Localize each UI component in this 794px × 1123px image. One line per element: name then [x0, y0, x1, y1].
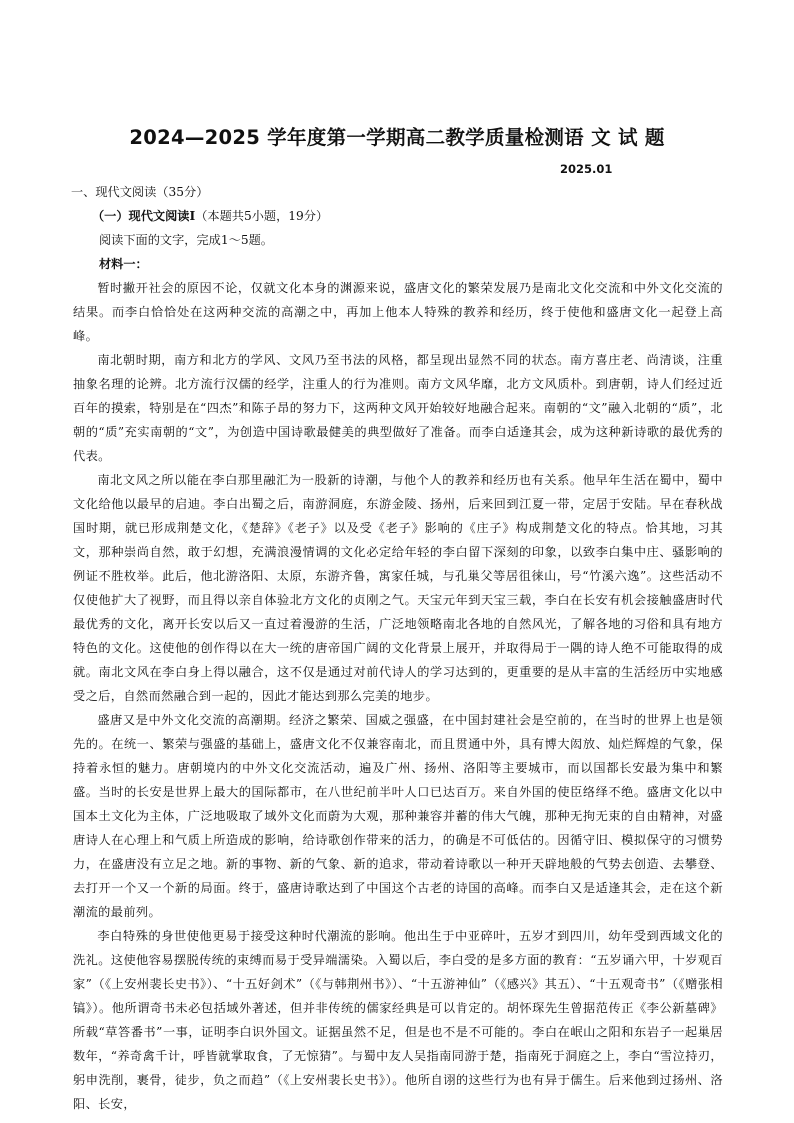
paragraph: 盛唐又是中外文化交流的高潮期。经济之繁荣、国威之强盛，在中国封建社会是空前的，在当时的世界上也是领先的。在统一、繁荣与强盛的基础上，盛唐文化不仅兼容南北，而且贯通中外，具有博大闳放、灿烂辉煌的气象，保持着永恒的魅力。唐朝境内的中外文化交流活动，遍及广州、扬州、洛阳等主要城市，而以国都长安最为集中和繁盛。当时的长安是世界上最大的国际都市，在八世纪前半叶人口已达百万。来自外国的使臣络绎不绝。盛唐文化以中国本土文化为主体，广泛地吸取了域外文化而蔚为大观，那种兼容并蓄的伟大气魄，那种无拘无束的自由精神，对盛唐诗人在心理上和气质上所造成的影响，给诗歌创作带来的活力，的确是不可低估的。因循守旧、模拟保守的习惯势力，在盛唐没有立足之地。新的事物、新的气象、新的追求，带动着诗歌以一种开天辟地般的气势去创造、去攀登、去打开一个又一个新的局面。终于，盛唐诗歌达到了中国这个古老的诗国的高峰。而李白又是适逢其会，走在这个新潮流的最前列。 [73, 713, 723, 919]
subsection-heading [73, 204, 723, 228]
subsection-heading-bold: （一）现代文阅读Ⅰ [92, 209, 196, 223]
exam-title: 2024—2025 学年度第一学期高二教学质量检测语 文 试 题 [129, 126, 665, 149]
paragraph: 南北朝时期，南方和北方的学风、文风乃至书法的风格，都呈现出显然不同的状态。南方喜庄老、尚清谈，注重抽象名理的论辨。北方流行汉儒的经学，注重人的行为准则。南方文风华靡，北方文风质朴。到唐朝，诗人们经过近百年的摸索，特别是在“四杰”和陈子昂的努力下，这两种文风开始较好地融合起来。南朝的“文”融入北朝的“质”，北朝的“质”充实南朝的“文”，为创造中国诗歌最健美的典型做好了准备。而李白适逢其会，成为这种新诗歌的最优秀的代表。 [73, 353, 723, 463]
exam-date: 2025.01 [560, 162, 613, 176]
section-heading: 一、现代文阅读（35分） [71, 185, 209, 199]
subsection-heading-rest: （本题共5小题，19分） [195, 209, 329, 223]
reading-section [73, 180, 723, 1116]
paragraph: 李白特殊的身世使他更易于接受这种时代潮流的影响。他出生于中亚碎叶，五岁才到四川，幼年受到西域文化的洗礼。这使他容易摆脱传统的束缚而易于受异端濡染。入蜀以后，李白受的是多方面的教育：“五岁诵六甲，十岁观百家”（《上安州裴长史书》）、“十五好剑术”（《与韩荆州书》）、“十五游神仙”（《感兴》其五）、“十五观奇书”（《赠张相镐》）。他所谓奇书未必包括域外著述，但并非传统的儒家经典是可以肯定的。胡怀琛先生曾据范传正《李公新墓碑》所载“草答番书”一事，证明李白识外国文。证据虽然不足，但是也不是不可能的。李白在岷山之阳和东岩子一起巢居数年，“养奇禽千计，呼皆就掌取食，了无惊猜”。与蜀中友人吴指南同游于楚，指南死于洞庭之上，李白“雪泣持刃，躬申洗削，裹骨，徒步，负之而趋”（《上安州裴长史书》）。他所自诩的这些行为也有异于儒生。后来他到过扬州、洛阳、长安， [73, 929, 723, 1111]
paragraph: 南北文风之所以能在李白那里融汇为一股新的诗潮，与他个人的教养和经历也有关系。他早年生活在蜀中，蜀中文化给他以最早的启迪。李白出蜀之后，南游洞庭，东游金陵、扬州，后来回到江夏一带，定居于安陆。早在春秋战国时期，就已形成荆楚文化，《楚辞》《老子》以及受《老子》影响的《庄子》构成荆楚文化的特点。恰其地，习其文，那种崇尚自然，敢于幻想，充满浪漫情调的文化必定给年轻的李白留下深刻的印象，以致李白集中庄、骚影响的例证不胜枚举。此后，他北游洛阳、太原，东游齐鲁，寓家任城，与孔巢父等居徂徕山，号“竹溪六逸”。这些活动不仅使他扩大了视野，而且得以亲自体验北方文化的贞刚之气。天宝元年到天宝三载，李白在长安有机会接触盛唐时代最优秀的文化，离开长安以后又一直过着漫游的生活，广泛地领略南北各地的自然风光，了解各地的习俗和具有地方特色的文化。这使他的创作得以在大一统的唐帝国广阔的文化背景上展开，并取得局于一隅的诗人绝不可能取得的成就。南北文风在李白身上得以融合，这不仅是通过对前代诗人的学习达到的，更重要的是从丰富的生活经历中实地感受之后，自然而然融合到一起的，因此才能达到那么完美的地步。 [73, 473, 723, 703]
instruction: 阅读下面的文字，完成1～5题。 [99, 233, 273, 247]
paragraph: 暂时撇开社会的原因不论，仅就文化本身的渊源来说，盛唐文化的繁荣发展乃是南北文化交流和中外文化交流的结果。而李白恰恰处在这两种交流的高潮之中，再加上他本人特殊的教养和经历，终于使他和盛唐文化一起登上高峰。 [73, 281, 723, 343]
material-label: 材料一： [99, 257, 148, 271]
